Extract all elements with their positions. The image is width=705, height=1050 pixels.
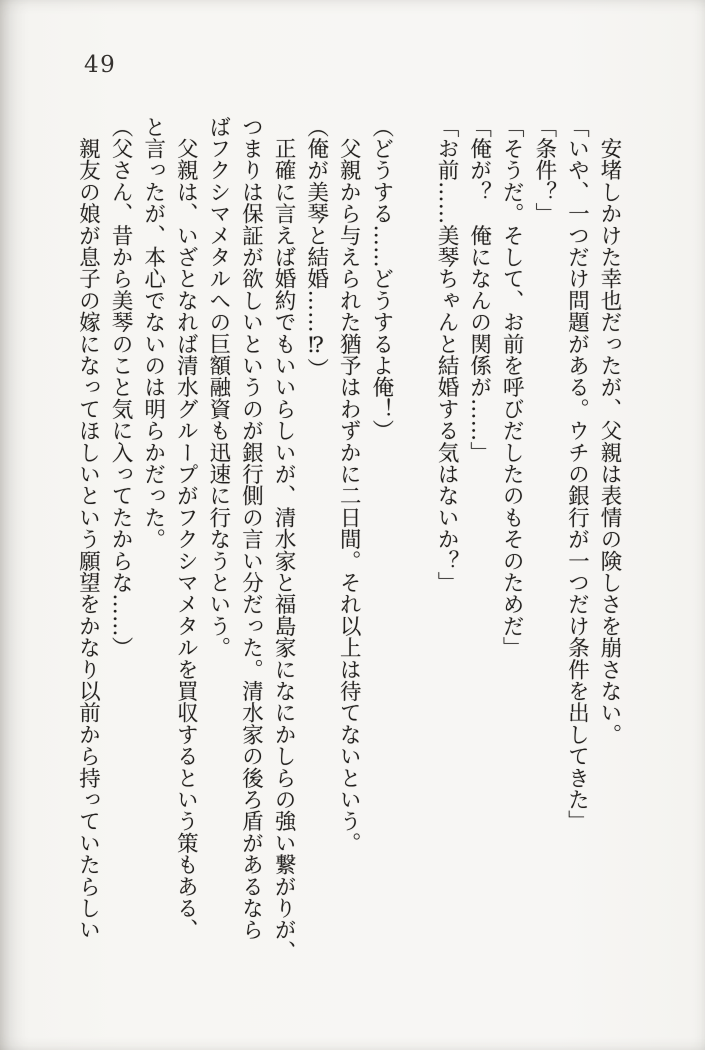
text-column: （父さん、昔から美琴のこと気に入ってたからな……） — [108, 116, 134, 659]
blank-line — [397, 116, 430, 974]
text-column: つまりは保証が欲しいというのが銀行側の言い分だった。清水家の後ろ盾があるなら — [238, 116, 264, 941]
text-column: 「条件？」 — [531, 116, 557, 225]
text-column: 父親から与えられた猶予はわずかに二日間。それ以上は待てないという。 — [336, 116, 362, 854]
text-column: 「俺が？ 俺になんの関係が……」 — [466, 116, 492, 464]
text-column: 父親は、いざとなれば清水グループがフクシマメタルを買収するという策もある、 — [173, 116, 199, 941]
vertical-text-block — [71, 116, 625, 974]
text-column: 安堵しかけた幸也だったが、父親は表情の険しさを崩さない。 — [597, 116, 622, 746]
text-column: 正確に言えば婚約でもいいらしいが、清水家と福島家になにかしらの強い繋がりが、 — [271, 116, 297, 963]
text-column: ばフクシマメタルへの巨額融資も迅速に行なうという。 — [205, 116, 231, 659]
text-column: 「そうだ。そして、お前を呼びだしたのもそのためだ」 — [499, 116, 525, 659]
page-number: 49 — [84, 52, 117, 78]
text-column: （俺が美琴と結婚……⁉） — [303, 116, 329, 380]
text-column: 親友の娘が息子の嫁になってほしいという願望をかなり以前から持っていたらしい — [75, 116, 101, 941]
text-column: 「いや、一つだけ問題がある。ウチの銀行が一つだけ条件を出してきた」 — [564, 116, 590, 833]
text-column: （どうする……どうするよ俺！） — [368, 116, 394, 442]
text-column: 「お前……美琴ちゃんと結婚する気はないか？」 — [434, 116, 460, 594]
text-column: と言ったが、本心でないのは明らかだった。 — [140, 116, 166, 550]
